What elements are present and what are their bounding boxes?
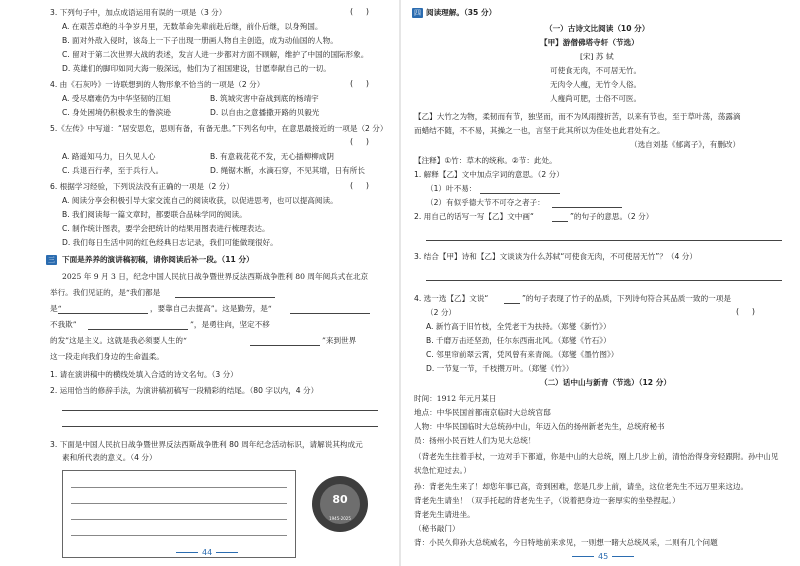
answer-paren: ( ): [350, 181, 369, 190]
q5-stem: 5.《左传》中写道：“居安思危，思则有备，有备无患。”下列名句中，在意思最接近的一项是（2 分）: [50, 124, 388, 133]
poem-line: 可使食无肉，不可居无竹。: [550, 66, 642, 75]
drama-line: 员：扬州小民百姓人们为见大总统！: [414, 436, 536, 445]
speech-line: ”来到世界: [322, 336, 357, 345]
prose-line: 而蜡结不随，不不易，其操之一也，言坚于此其所以为佳处也此君处有之。: [414, 126, 665, 135]
blank-line: [290, 313, 370, 314]
poem-line: 无肉令人瘦，无竹令人俗。: [550, 80, 642, 89]
speech-line: ，要靠自己去提高”。这是勤劳，是“: [150, 304, 272, 313]
prose-source: （选自刘基《郁离子》，有删改）: [630, 140, 741, 149]
option: D. 绳锯木断，水滴石穿，不见其增，日有所长: [210, 166, 365, 175]
blank-line: [250, 345, 320, 346]
answer-paren: ( ): [350, 79, 369, 88]
answer-box[interactable]: [62, 470, 296, 558]
emblem-number: 80: [332, 493, 348, 506]
drama-line: （背老先生拄着手杖，一边对手下都道，你是中山的大总统，刚上几步上前，清怡治得身旁轻跟附。孙中山见: [414, 452, 779, 461]
q6-stem: 6. 根据学习经验，下列说法没有正确的一项是（2 分）: [50, 182, 234, 191]
sub-question: 1. 请在演讲稿中的横线处填入合适的诗文名句。（3 分）: [50, 370, 238, 379]
answer-line: [426, 240, 782, 241]
option: B. 有意栽花花不发，无心插柳柳成阴: [210, 152, 334, 161]
poem-author: [宋] 苏 轼: [580, 52, 614, 61]
sub-question: 2. 用自己的话写一写【乙】文中画“: [414, 212, 534, 221]
speech-line: 不我欺”: [50, 320, 77, 329]
sub-question: （1）叶不易：: [426, 184, 477, 193]
answer-line: [62, 410, 378, 411]
option: D. 英雄们的脚印如同大海一般深远，他们为了祖国建设，甘愿奉献自己的一切。: [62, 64, 331, 73]
sub-question: ”的句子表现了竹子的品质，下列诗句符合其品质一致的一项是: [522, 294, 731, 303]
speech-line: 是“: [50, 304, 62, 313]
speech-end: 这一段走向我们身边的生命温柔。: [50, 352, 164, 361]
blank-line: [552, 221, 568, 222]
subsection-title: （二）话中山与新青（节选）（12 分）: [540, 378, 671, 387]
option: C. 制作统计图表，要学会把统计的结果用图表进行梳理表达。: [62, 224, 270, 233]
prose-line: 【乙】大竹之为物，柔韧而有节，独坚而，而不为风雨搜折苦，以来有节也，至于草叶荡，荡露滴: [414, 112, 741, 121]
sub-question: （2 分）: [426, 308, 457, 317]
drama-line: 地点：中华民国首都南京临时大总统官邸: [414, 408, 551, 417]
sub-question: 4. 选一选【乙】文说“: [414, 294, 489, 303]
option: B. 面对外敌入侵时，该岛上一下子出现一册画人物自主创造，成为动仙国的人物。: [62, 36, 338, 45]
page-number: 44: [172, 548, 242, 557]
section-title: 阅读理解。（35 分）: [426, 8, 497, 17]
option: B. 筑城灾害中奋战到底的杨靖宇: [210, 94, 319, 103]
option: D. 我们每日生活中同的红色经典日志记录，我们可能做现很好。: [62, 238, 278, 247]
option: B. 千磨万击还坚劲，任尔东西南北风。（郑燮《竹石》）: [426, 336, 611, 345]
sub-question: 3. 下面是中国人民抗日战争暨世界反法西斯战争胜利 80 周年纪念活动标识，请解说其构成元: [50, 440, 363, 449]
sub-question: 1. 解释【乙】文中加点字词的意思。（2 分）: [414, 170, 564, 179]
sub-question: 3. 结合【甲】诗和【乙】文谈谈为什么苏轼“可使食无肉，不可使居无竹”？（4 分）: [414, 252, 697, 261]
sub-question: 素和所代表的意义。（4 分）: [62, 453, 157, 462]
sub-question: （2）有似乎德大节不可夺之者子：: [426, 198, 545, 207]
poem-title: 【甲】游僧佛塔寺轩（节选）: [540, 38, 639, 47]
speech-line: ”，是勇往向，坚定不移: [190, 320, 270, 329]
drama-line: 时间：1912 年元月某日: [414, 394, 497, 403]
subsection-title: （一）古诗文比阅读（10 分）: [545, 24, 650, 33]
blank-line: [88, 329, 188, 330]
option: A. 受尽磨难仍为中华坚韧的江姐: [62, 94, 171, 103]
emblem-years: 1945-2025: [329, 516, 351, 521]
blank-line: [58, 313, 148, 314]
option: D. 一节复一节，千枝攒万叶。（郑燮《竹》）: [426, 364, 574, 373]
answer-line: [426, 280, 782, 281]
sub-question: 2. 运用恰当的修辞手法，为演讲稿初稿写一段精彩的结尾。（80 字以内，4 分）: [50, 386, 319, 395]
option: B. 我们阅读每一篇文章时，都要联合品味学同的阅读。: [62, 210, 247, 219]
option: C. 邻里帘前翠云霄，凭风曾有来青阁。（郑燮《墨竹图》）: [426, 350, 619, 359]
section-title: 下面是养养的演讲稿初稿，请你阅读后补一段。（11 分）: [62, 255, 254, 264]
sub-question: ”的句子的意思。（2 分）: [570, 212, 654, 221]
blank-line: [552, 207, 622, 208]
option: D. 以自由之意播撒开路的贝毅光: [210, 108, 320, 117]
blank-line: [175, 297, 275, 298]
blank-line: [504, 303, 520, 304]
drama-line: 背老先生请坐！（双手托起的背老先生子，（说着把身边一套厚实的坐垫捏起。）: [414, 496, 680, 505]
answer-paren: ( ): [350, 7, 369, 16]
answer-line: [62, 426, 378, 427]
option: C. 留对于第二次世界大战的表述，发言人进一步都对方面不顾解，维护了中国的国际形象。: [62, 50, 369, 59]
poem-line: 人瘦尚可肥，士俗不可医。: [550, 94, 642, 103]
drama-line: 背：小民久仰孙大总统威名，今日特地前来求见，一则想一睹大总统风采，二则有几个问题: [414, 538, 718, 547]
right-page: [400, 0, 800, 566]
drama-line: 孙：背老先生来了！却您年事已高，奇到困难，您是几步上前，请坐，这位老先生不远万里来这边。: [414, 482, 749, 491]
blank-line: [480, 193, 560, 194]
section-badge: 四: [414, 9, 421, 17]
drama-line: 人物：中华民国临时大总统孙中山，年迈入伍的扬州新老先生，总统府秘书: [414, 422, 665, 431]
q3-stem: 3. 下列句子中，加点成语运用有误的一项是（3 分）: [50, 8, 227, 17]
speech-line: 的发”这是主义。这就是我必须要人生的“: [50, 336, 187, 345]
section-badge: 三: [48, 256, 55, 264]
option: C. 兵退百行孝，至于兵行人。: [62, 166, 164, 175]
commemoration-emblem: [312, 476, 368, 532]
page-number: 45: [568, 552, 638, 561]
option: A. 阅读分享会积极引导大家交流自己的阅读收获，以促进思考，也可以提高阅读。: [62, 196, 338, 205]
drama-line: （秘书敲门）: [414, 524, 460, 533]
option: A. 路遥知马力，日久见人心: [62, 152, 156, 161]
drama-line: 状急忙迎过去。）: [414, 466, 471, 475]
option: C. 身处困境仍积极求生的鲁滨逊: [62, 108, 171, 117]
speech-line: 举行。我们见证的，是“我们都是: [50, 288, 161, 297]
drama-line: 背老先生请进坐。: [414, 510, 475, 519]
q4-stem: 4. 由《石灰吟》一诗联想到的人物形象不恰当的一项是（2 分）: [50, 80, 265, 89]
option: A. 新竹高于旧竹枝，全凭老干为扶持。（郑燮《新竹》）: [426, 322, 611, 331]
answer-paren: ( ): [736, 307, 755, 316]
speech-line: 2025 年 9 月 3 日，纪念中国人民抗日战争暨世界反法西斯战争胜利 80 周年阅兵式在北京: [62, 272, 369, 281]
option: A. 在艰苦卓绝的斗争岁月里，无数革命先辈前赴后继，前仆后继，以身殉国。: [62, 22, 323, 31]
answer-paren: ( ): [350, 137, 369, 146]
note: 【注释】①竹：草木的统称。②节：此处。: [414, 156, 557, 165]
